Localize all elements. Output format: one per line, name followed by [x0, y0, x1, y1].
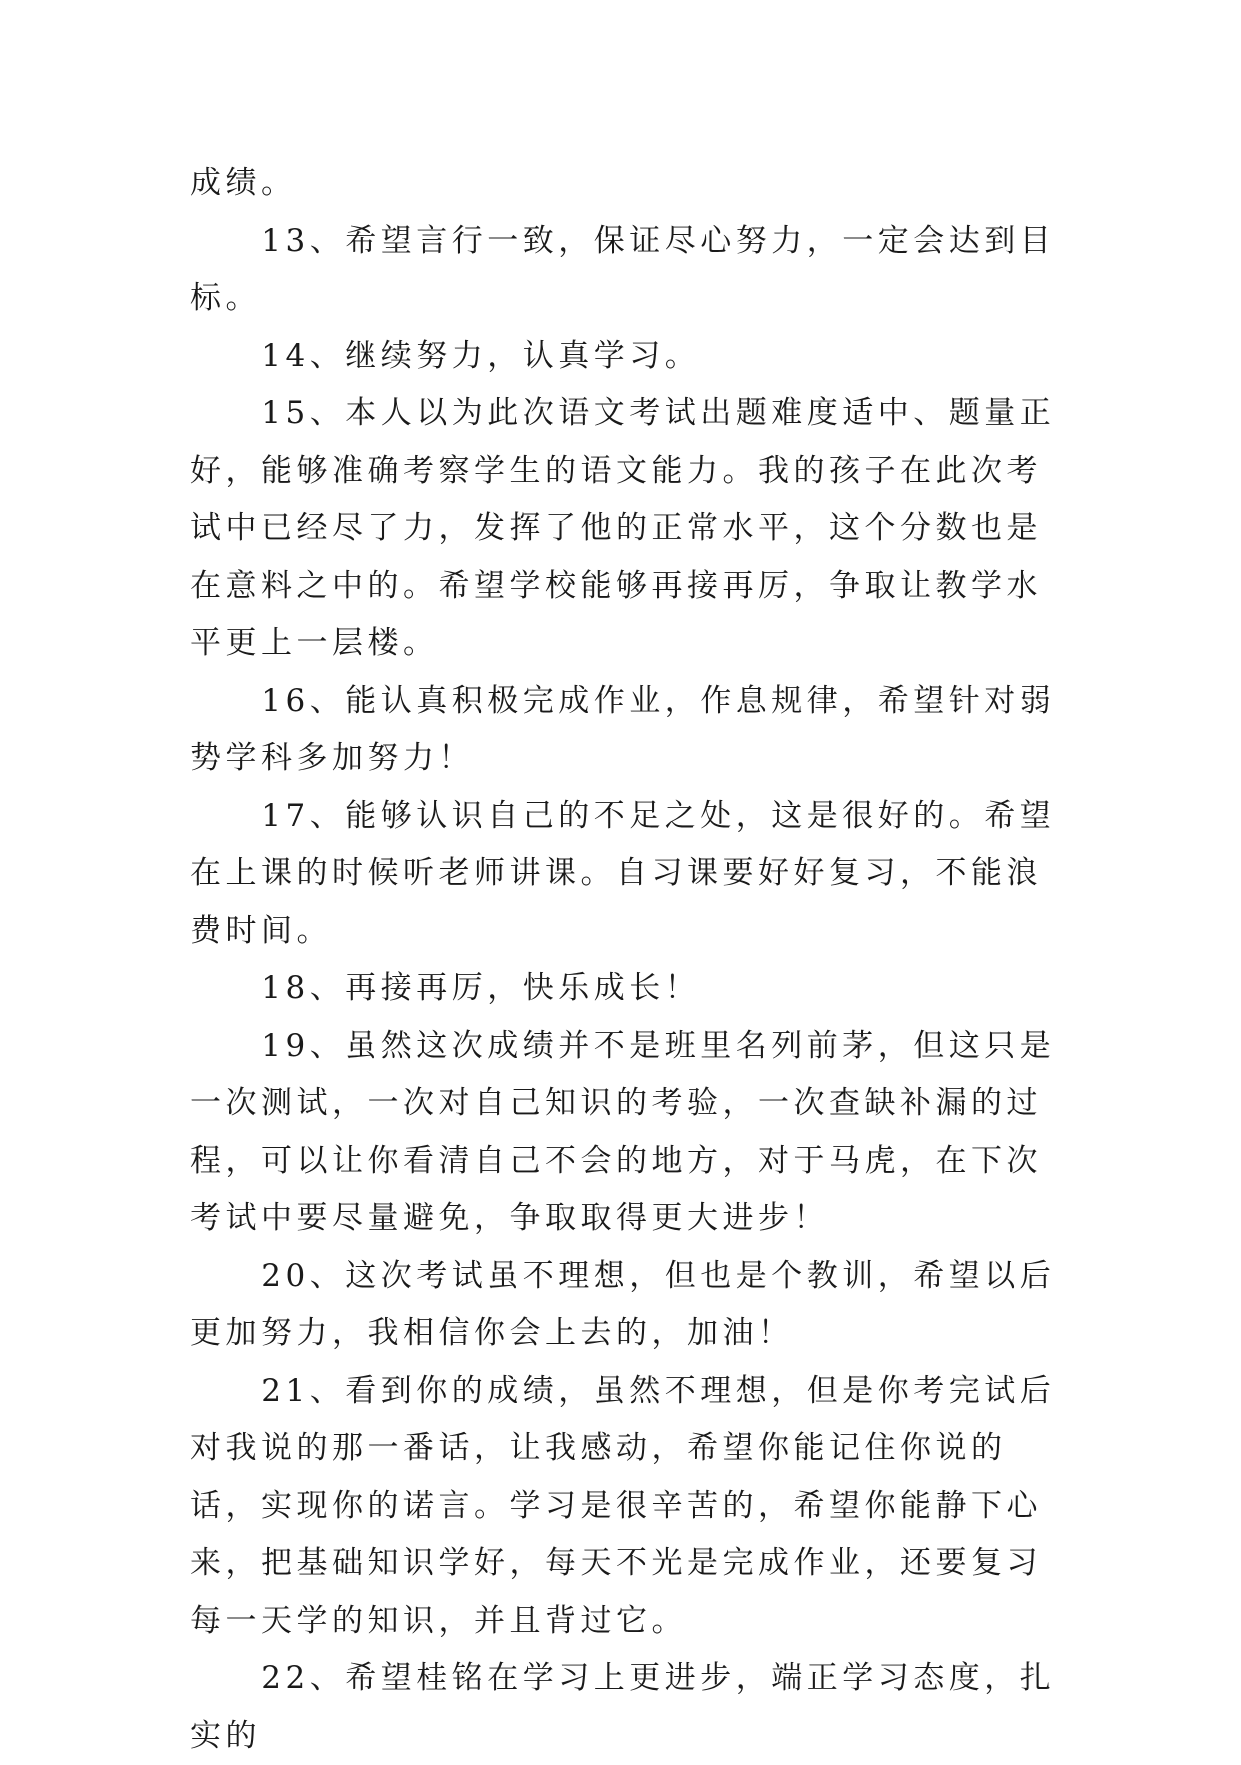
paragraph-22: 22、希望桂铭在学习上更进步，端正学习态度，扎实的 [190, 1660, 1056, 1754]
paragraph-21: 21、看到你的成绩，虽然不理想，但是你考完试后对我说的那一番话，让我感动，希望你能记住你说的话，实现你的诺言。学习是很辛苦的，希望你能静下心来，把基础知识学好，每天不光是完成作业，还要复习每一天学的知识，并且背过它。 [190, 1372, 1056, 1639]
document-body [190, 155, 1060, 1765]
paragraph-16: 16、能认真积极完成作业，作息规律，希望针对弱势学科多加努力！ [190, 682, 1056, 776]
paragraph-18: 18、再接再厉，快乐成长！ [261, 970, 701, 1006]
paragraph-17: 17、能够认识自己的不足之处，这是很好的。希望在上课的时候听老师讲课。自习课要好好复习，不能浪费时间。 [190, 797, 1056, 949]
paragraph-19: 19、虽然这次成绩并不是班里名列前茅，但这只是一次测试，一次对自己知识的考验，一次查缺补漏的过程，可以让你看清自己不会的地方，对于马虎，在下次考试中要尽量避免，争取取得更大进步！ [190, 1027, 1056, 1236]
paragraph-20: 20、这次考试虽不理想，但也是个教训，希望以后更加努力，我相信你会上去的，加油！ [190, 1257, 1056, 1351]
paragraph-15: 15、本人以为此次语文考试出题难度适中、题量正好，能够准确考察学生的语文能力。我的孩子在此次考试中已经尽了力，发挥了他的正常水平，这个分数也是在意料之中的。希望学校能够再接再厉，争取让教学水平更上一层楼。 [190, 395, 1056, 661]
paragraph-continuation: 成绩。 [190, 165, 297, 201]
paragraph-14: 14、继续努力，认真学习。 [261, 337, 701, 374]
paragraph-13: 13、希望言行一致，保证尽心努力，一定会达到目标。 [190, 222, 1056, 316]
